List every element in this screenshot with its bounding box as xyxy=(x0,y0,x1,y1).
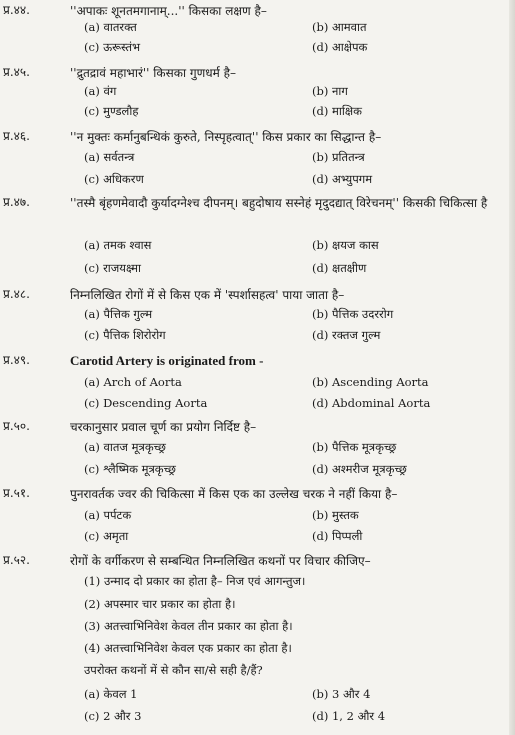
option-c[interactable]: (c) ऊरूस्तंभ xyxy=(84,40,141,54)
question-text: चरकानुसार प्रवाल चूर्ण का प्रयोग निर्दिष्ट है– xyxy=(70,420,257,434)
option-c[interactable]: (c) Descending Aorta xyxy=(84,396,208,410)
option-a[interactable]: (a) पैत्तिक गुल्म xyxy=(84,307,153,321)
question-number: प्र.४८. xyxy=(3,287,30,301)
option-d[interactable]: (d) आक्षेपक xyxy=(312,40,368,54)
question-number: प्र.४६. xyxy=(3,129,30,143)
question-text: Carotid Artery is originated from - xyxy=(70,353,264,368)
question-text: निम्नलिखित रोगों में से किस एक में 'स्पर्शासहत्व' पाया जाता है– xyxy=(70,288,345,302)
option-b[interactable]: (b) क्षयज कास xyxy=(312,238,379,252)
question-number: प्र.५२. xyxy=(3,553,30,567)
option-c[interactable]: (c) 2 और 3 xyxy=(84,709,142,723)
statement-2: (2) अपस्मार चार प्रकार का होता है। xyxy=(84,597,236,611)
option-c[interactable]: (c) अमृता xyxy=(84,529,129,543)
option-a[interactable]: (a) तमक श्वास xyxy=(84,238,152,252)
option-c[interactable]: (c) श्लैष्मिक मूत्रकृच्छ्र xyxy=(84,462,176,476)
option-b[interactable]: (b) पैत्तिक मूत्रकृच्छ्र xyxy=(312,440,397,454)
question-text: ''अपाकः शूनतमगानाम्...'' किसका लक्षण है– xyxy=(70,4,267,18)
statement-3: (3) अतत्त्वाभिनिवेश केवल तीन प्रकार का होता है। xyxy=(84,619,293,633)
option-d[interactable]: (d) पिप्पली xyxy=(312,529,363,543)
statement-4: (4) अतत्त्वाभिनिवेश केवल एक प्रकार का होता है। xyxy=(84,641,292,655)
option-b[interactable]: (b) पैत्तिक उदररोग xyxy=(312,307,394,321)
question-number: प्र.४४. xyxy=(3,3,30,17)
option-b[interactable]: (b) 3 और 4 xyxy=(312,687,371,701)
option-c[interactable]: (c) राजयक्ष्मा xyxy=(84,261,141,275)
page-edge-shadow xyxy=(509,0,515,735)
option-a[interactable]: (a) Arch of Aorta xyxy=(84,375,182,389)
option-c[interactable]: (c) अधिकरण xyxy=(84,172,144,186)
statement-prompt: उपरोक्त कथनों में से कौन सा/से सही है/हैं? xyxy=(84,663,263,677)
option-a[interactable]: (a) वंग xyxy=(84,84,117,98)
statement-1: (1) उन्माद दो प्रकार का होता है– निज एवं आगन्तुज। xyxy=(84,574,306,588)
question-text: पुनरावर्तक ज्वर की चिकित्सा में किस एक का उल्लेख चरक ने नहीं किया है– xyxy=(70,487,398,501)
option-d[interactable]: (d) रक्तज गुल्म xyxy=(312,328,381,342)
option-a[interactable]: (a) वातज मूत्रकृच्छ्र xyxy=(84,440,166,454)
option-d[interactable]: (d) Abdominal Aorta xyxy=(312,396,431,410)
option-d[interactable]: (d) क्षतक्षीण xyxy=(312,261,367,275)
option-b[interactable]: (b) नाग xyxy=(312,84,348,98)
option-b[interactable]: (b) Ascending Aorta xyxy=(312,375,429,389)
question-number: प्र.४५. xyxy=(3,65,30,79)
option-a[interactable]: (a) सर्वतन्त्र xyxy=(84,150,135,164)
option-c[interactable]: (c) पैत्तिक शिरोरोग xyxy=(84,328,166,342)
question-number: प्र.५१. xyxy=(3,486,30,500)
question-text: ''तस्मै बृंहणमेवादौ कुर्यादग्नेश्च दीपनम्। बहुदोषाय सस्नेहं मृदुदद्यात् विरेचनम्'' किसकी चिकित्सा है xyxy=(70,196,488,210)
question-text: ''द्रुतद्रावं महाभारं'' किसका गुणधर्म है– xyxy=(70,66,237,80)
option-b[interactable]: (b) आमवात xyxy=(312,20,367,34)
option-d[interactable]: (d) अभ्युपगम xyxy=(312,172,373,186)
option-b[interactable]: (b) प्रतितन्त्र xyxy=(312,150,365,164)
question-text: रोगों के वर्गीकरण से सम्बन्धित निम्नलिखित कथनों पर विचार कीजिए– xyxy=(70,554,371,568)
option-d[interactable]: (d) अश्मरीज मूत्रकृच्छ्र xyxy=(312,462,407,476)
option-a[interactable]: (a) पर्पटक xyxy=(84,508,132,522)
option-d[interactable]: (d) 1, 2 और 4 xyxy=(312,709,386,723)
option-a[interactable]: (a) वातरक्त xyxy=(84,20,137,34)
option-c[interactable]: (c) मुण्डलौह xyxy=(84,104,139,118)
question-number: प्र.४९. xyxy=(3,353,30,367)
option-d[interactable]: (d) माक्षिक xyxy=(312,104,362,118)
option-a[interactable]: (a) केवल 1 xyxy=(84,687,138,701)
question-number: प्र.५०. xyxy=(3,419,30,433)
question-text: ''न मुक्तः कर्मानुबन्धिकं कुरुते, निस्पृहत्वात्'' किस प्रकार का सिद्धान्त है– xyxy=(70,130,382,144)
option-b[interactable]: (b) मुस्तक xyxy=(312,508,359,522)
question-number: प्र.४७. xyxy=(3,195,30,209)
